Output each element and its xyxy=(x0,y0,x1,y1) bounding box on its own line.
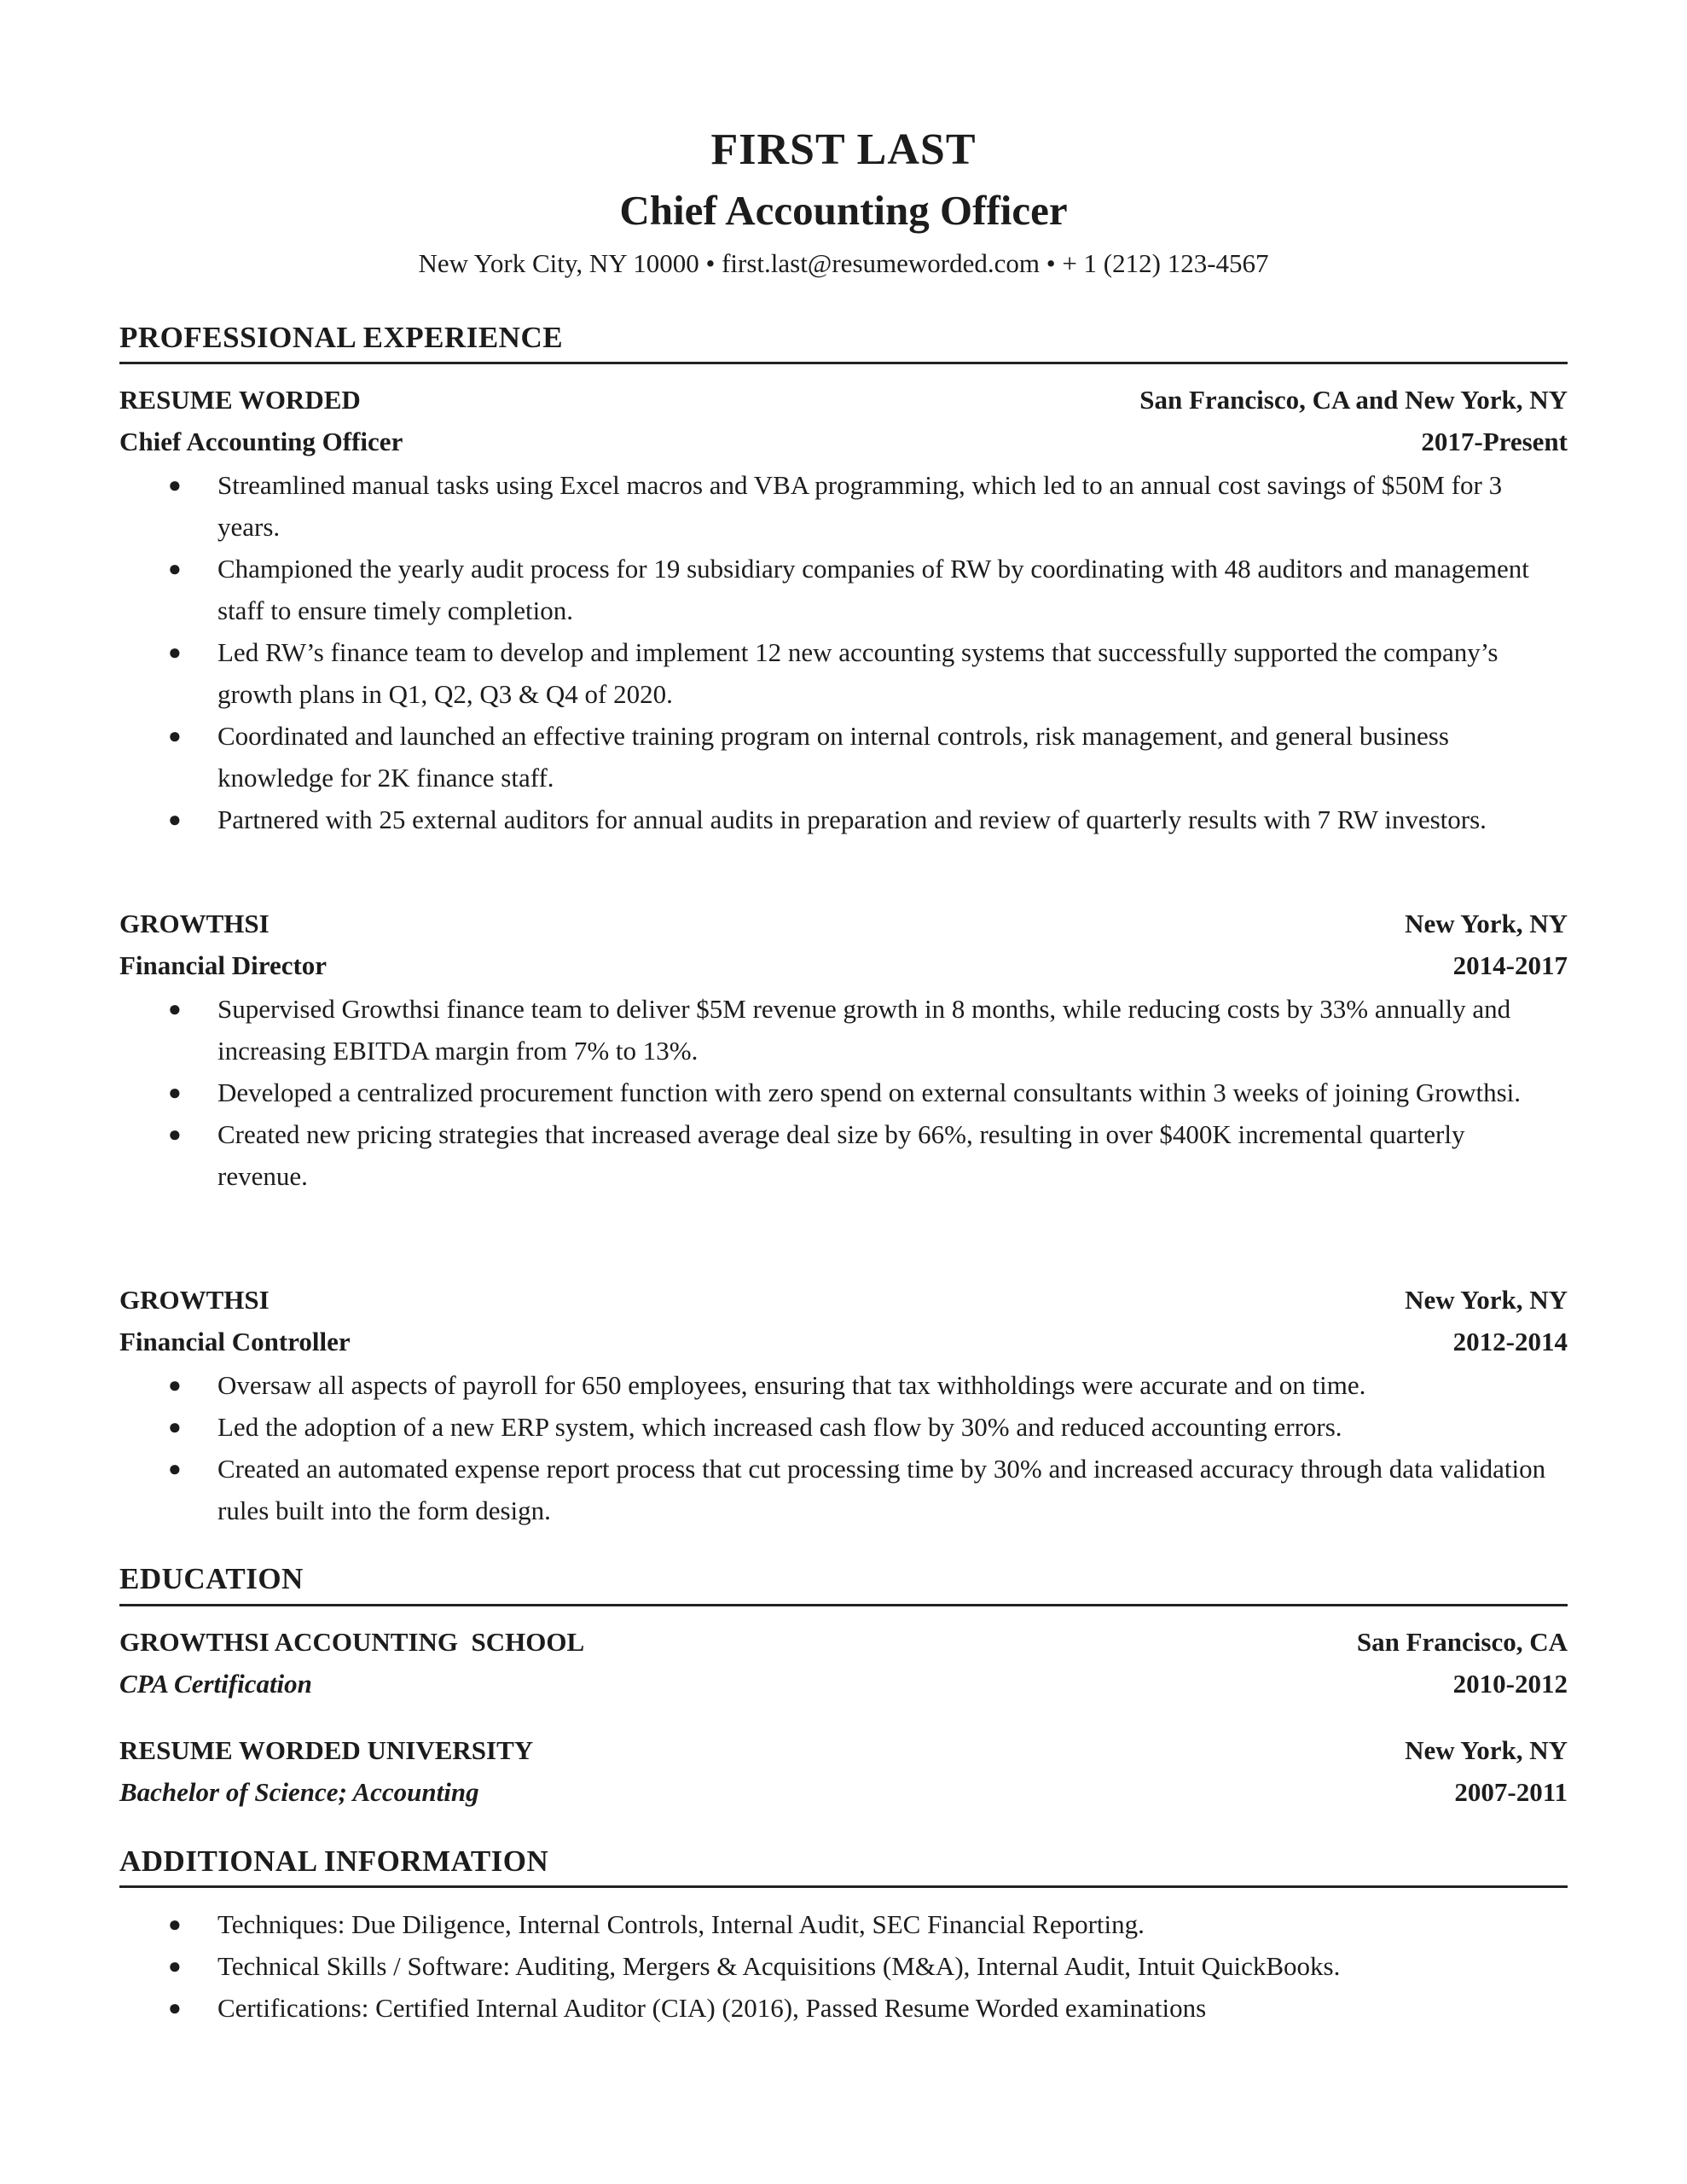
job-role: Financial Controller xyxy=(119,1327,351,1356)
school-location: New York, NY xyxy=(1405,1735,1568,1765)
list-item: ● Created new pricing strategies that increased average deal size by 66%, resulting in over $400K incremental quarterly revenue. xyxy=(119,1113,1568,1197)
bullet-icon: ● xyxy=(168,556,182,581)
section-divider xyxy=(119,1885,1568,1888)
section-heading-education: EDUCATION xyxy=(119,1562,304,1595)
list-item: ● Led RW’s finance team to develop and implement 12 new accounting systems that successfully supported the company’s growth plans in Q1, Q2, Q3 & Q4 of 2020. xyxy=(119,631,1568,715)
job-location: New York, NY xyxy=(1405,909,1568,938)
bullet-icon: ● xyxy=(168,723,182,748)
list-item: ● Developed a centralized procurement function with zero spend on external consultants within 3 weeks of joining Growthsi. xyxy=(119,1072,1568,1113)
list-item: ● Streamlined manual tasks using Excel macros and VBA programming, which led to an annual cost savings of $50M for 3 years. xyxy=(119,464,1568,548)
additional-bullets xyxy=(119,1903,1568,2029)
list-item: ● Led the adoption of a new ERP system, which increased cash flow by 30% and reduced accounting errors. xyxy=(119,1406,1568,1448)
list-item: ● Techniques: Due Diligence, Internal Controls, Internal Audit, SEC Financial Reporting. xyxy=(119,1903,1568,1945)
list-item: ● Partnered with 25 external auditors for annual audits in preparation and review of quarterly results with 7 RW investors. xyxy=(119,799,1568,840)
list-item: ● Championed the yearly audit process for 19 subsidiary companies of RW by coordinating with 48 auditors and management staff to ensure timely completion. xyxy=(119,548,1568,631)
section-heading-experience: PROFESSIONAL EXPERIENCE xyxy=(119,321,564,354)
list-item: ● Oversaw all aspects of payroll for 650 employees, ensuring that tax withholdings were accurate and on time. xyxy=(119,1364,1568,1406)
company-name: GROWTHSI xyxy=(119,909,270,938)
school-name: RESUME WORDED UNIVERSITY xyxy=(119,1735,534,1765)
school-header xyxy=(119,1734,1568,1768)
school-header xyxy=(119,1625,1568,1659)
bullet-icon: ● xyxy=(168,1954,182,1978)
school-location: San Francisco, CA xyxy=(1356,1627,1568,1657)
degree-dates: 2010-2012 xyxy=(1452,1669,1568,1699)
bullet-icon: ● xyxy=(168,1373,182,1397)
bullet-icon: ● xyxy=(168,640,182,665)
section-divider xyxy=(119,1604,1568,1606)
list-item: ● Coordinated and launched an effective training program on internal controls, risk management, and general business knowledge for 2K finance staff. xyxy=(119,715,1568,799)
contact-line: New York City, NY 10000 • first.last@resumeworded.com • + 1 (212) 123-4567 xyxy=(418,248,1269,278)
degree-name: CPA Certification xyxy=(119,1669,312,1699)
bullet-icon: ● xyxy=(168,1456,182,1481)
job-dates: 2014-2017 xyxy=(1452,950,1568,980)
company-name: RESUME WORDED xyxy=(119,385,361,415)
degree-row xyxy=(119,1667,1568,1701)
degree-dates: 2007-2011 xyxy=(1454,1777,1568,1807)
bullet-icon: ● xyxy=(168,1414,182,1439)
job-role: Financial Director xyxy=(119,950,328,980)
bullet-icon: ● xyxy=(168,1122,182,1147)
job-role-row xyxy=(119,425,1568,459)
degree-name: Bachelor of Science; Accounting xyxy=(119,1777,479,1807)
job-dates: 2012-2014 xyxy=(1452,1327,1568,1356)
list-item: ● Certifications: Certified Internal Auditor (CIA) (2016), Passed Resume Worded examinations xyxy=(119,1987,1568,2029)
company-name: GROWTHSI xyxy=(119,1285,270,1315)
candidate-title: Chief Accounting Officer xyxy=(619,187,1068,234)
school-name: GROWTHSI ACCOUNTING SCHOOL xyxy=(119,1627,585,1657)
bullet-icon: ● xyxy=(168,1995,182,2020)
job-header xyxy=(119,907,1568,941)
job-header xyxy=(119,383,1568,417)
job-bullets xyxy=(119,988,1568,1197)
job-header xyxy=(119,1283,1568,1317)
job-role: Chief Accounting Officer xyxy=(119,427,403,456)
list-item: ● Supervised Growthsi finance team to deliver $5M revenue growth in 8 months, while reducing costs by 33% annually and increasing EBITDA margin from 7% to 13%. xyxy=(119,988,1568,1072)
section-heading-additional: ADDITIONAL INFORMATION xyxy=(119,1844,549,1878)
job-dates: 2017-Present xyxy=(1421,427,1568,456)
job-bullets xyxy=(119,464,1568,840)
section-divider xyxy=(119,362,1568,364)
job-location: New York, NY xyxy=(1405,1285,1568,1315)
bullet-icon: ● xyxy=(168,473,182,497)
job-location: San Francisco, CA and New York, NY xyxy=(1139,385,1568,415)
bullet-icon: ● xyxy=(168,807,182,832)
bullet-icon: ● xyxy=(168,1912,182,1937)
job-role-row xyxy=(119,1325,1568,1359)
bullet-icon: ● xyxy=(168,1080,182,1105)
candidate-name: FIRST LAST xyxy=(710,125,977,174)
job-bullets xyxy=(119,1364,1568,1531)
list-item: ● Created an automated expense report process that cut processing time by 30% and increased accuracy through data validation rules built into the form design. xyxy=(119,1448,1568,1531)
job-role-row xyxy=(119,949,1568,983)
degree-row xyxy=(119,1775,1568,1809)
list-item: ● Technical Skills / Software: Auditing, Mergers & Acquisitions (M&A), Internal Audit, Intuit QuickBooks. xyxy=(119,1945,1568,1987)
bullet-icon: ● xyxy=(168,996,182,1021)
